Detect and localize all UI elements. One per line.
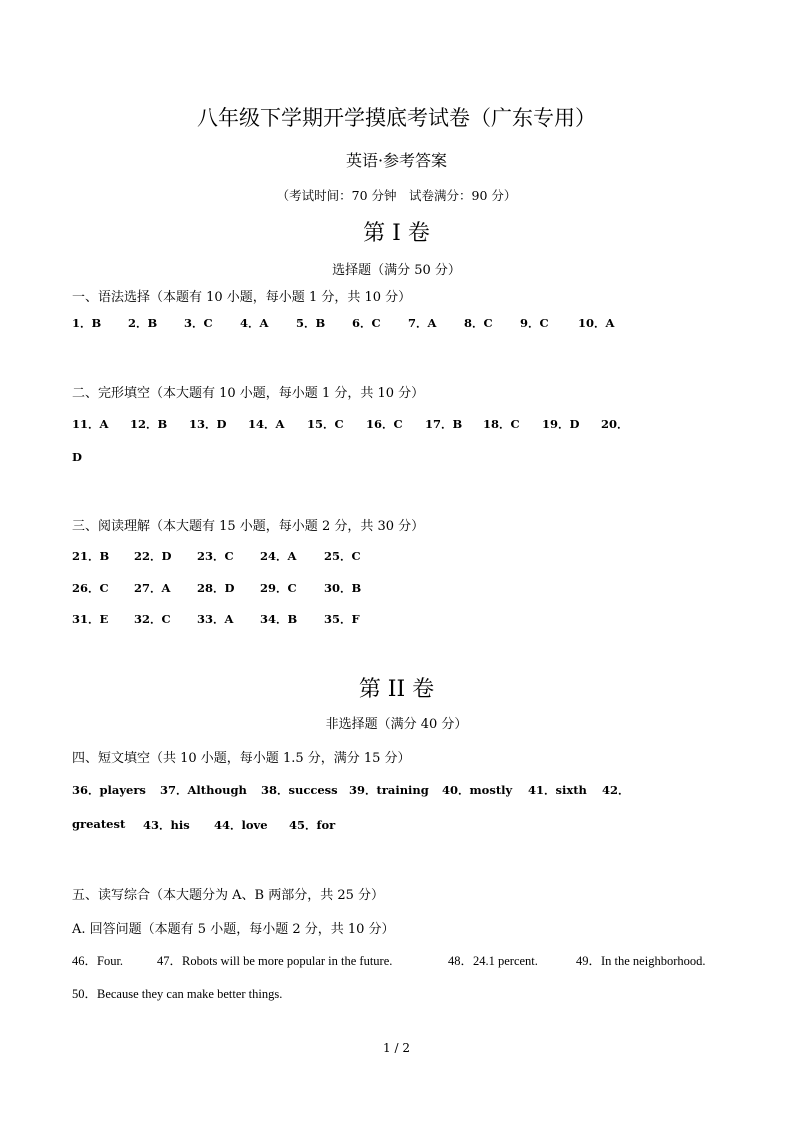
answer-item: 23．C — [197, 549, 234, 563]
section-5a-answer-row — [72, 951, 732, 969]
answer-item: 34．B — [260, 612, 298, 626]
answer-item: 22．D — [134, 549, 172, 563]
answer-item: D — [72, 450, 82, 464]
answer-item: 9．C — [520, 316, 549, 330]
volume-1-subtitle: 选择题（满分 50 分） — [332, 263, 461, 278]
answer-item: 49．In the neighborhood. — [576, 954, 706, 968]
answer-item: 2．B — [128, 316, 158, 330]
answer-item: 37．Although — [160, 783, 247, 797]
volume-1-title: 第 I 卷 — [363, 221, 430, 246]
section-5a-heading: A. 回答问题（本题有 5 小题，每小题 2 分，共 10 分） — [72, 922, 395, 937]
answer-item: 7．A — [408, 316, 437, 330]
answer-item: 1．B — [72, 316, 102, 330]
page-number: 1 / 2 — [383, 1041, 410, 1055]
section-5-heading: 五、读写综合（本大题分为 A、B 两部分，共 25 分） — [72, 888, 385, 903]
answer-item: 17．B — [425, 417, 463, 431]
answer-item: 20． — [601, 417, 629, 431]
answer-item: greatest — [72, 817, 126, 831]
answer-item: 3．C — [184, 316, 213, 330]
answer-item: 11．A — [72, 417, 109, 431]
answer-item: 14．A — [248, 417, 285, 431]
answer-item: 44．love — [214, 818, 268, 832]
answer-item: 18．C — [483, 417, 520, 431]
answer-item: 31．E — [72, 612, 109, 626]
answer-item: 39．training — [349, 783, 429, 797]
answer-item: 10．A — [578, 316, 615, 330]
answer-item: 42． — [602, 783, 630, 797]
answer-item: 30．B — [324, 581, 362, 595]
answer-item: 8．C — [464, 316, 493, 330]
answer-item: 21．B — [72, 549, 110, 563]
answer-item: 36．players — [72, 783, 146, 797]
answer-item: 6．C — [352, 316, 381, 330]
volume-2-title: 第 II 卷 — [358, 677, 435, 702]
answer-item: 33．A — [197, 612, 234, 626]
answer-item: 38．success — [261, 783, 338, 797]
answer-item: 43．his — [143, 818, 190, 832]
volume-2-subtitle: 非选择题（满分 40 分） — [325, 717, 468, 732]
section-2-heading: 二、完形填空（本大题有 10 小题，每小题 1 分，共 10 分） — [72, 386, 425, 401]
answer-item: 5．B — [296, 316, 326, 330]
section-1-heading: 一、语法选择（本题有 10 小题，每小题 1 分，共 10 分） — [72, 290, 412, 305]
answer-item: 48．24.1 percent. — [448, 954, 538, 968]
answer-item: 13．D — [189, 417, 227, 431]
answer-item: 47．Robots will be more popular in the future. — [157, 954, 393, 968]
answer-item: 32．C — [134, 612, 171, 626]
answer-item: 16．C — [366, 417, 403, 431]
answer-item: 12．B — [130, 417, 168, 431]
answer-item: 24．A — [260, 549, 297, 563]
answer-item: 35．F — [324, 612, 360, 626]
answer-item: 26．C — [72, 581, 109, 595]
document-title: 八年级下学期开学摸底考试卷（广东专用） — [197, 106, 596, 130]
answer-item: 45．for — [289, 818, 336, 832]
answer-item: 46．Four. — [72, 954, 124, 968]
answer-item: 40．mostly — [442, 783, 513, 797]
answer-item: 19．D — [542, 417, 580, 431]
answer-item: 28．D — [197, 581, 235, 595]
answer-item: 25．C — [324, 549, 361, 563]
answer-item: 15．C — [307, 417, 344, 431]
subject-subtitle: 英语·参考答案 — [345, 151, 448, 170]
section-4-heading: 四、短文填空（共 10 小题，每小题 1.5 分，满分 15 分） — [72, 751, 411, 766]
answer-item: 4．A — [240, 316, 269, 330]
answer-item: 29．C — [260, 581, 297, 595]
answer-item: 41．sixth — [528, 783, 587, 797]
answer-item: 50．Because they can make better things. — [72, 987, 283, 1001]
section-3-heading: 三、阅读理解（本大题有 15 小题，每小题 2 分，共 30 分） — [72, 519, 425, 534]
exam-info: （考试时间：70 分钟 试卷满分：90 分） — [276, 188, 517, 203]
answer-item: 27．A — [134, 581, 171, 595]
